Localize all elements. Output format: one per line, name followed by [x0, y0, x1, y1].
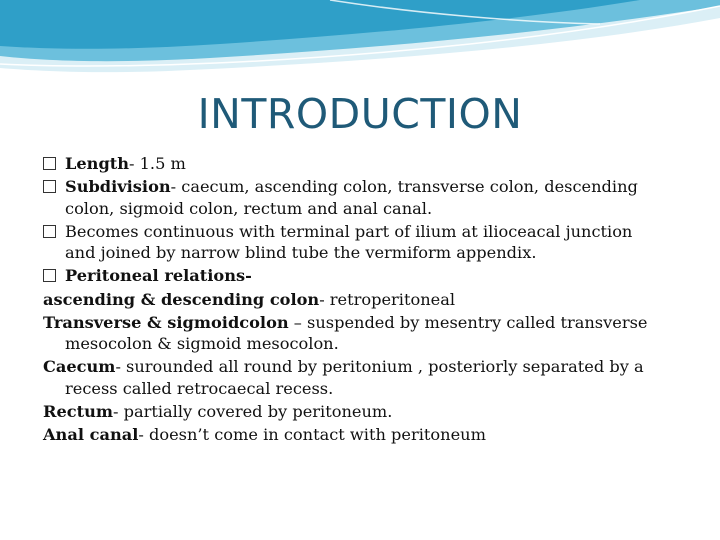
anal-value: - doesn’t come in contact with peritoneum — [138, 425, 486, 445]
length-value: - 1.5 m — [129, 154, 186, 173]
bullet-box-icon — [43, 269, 56, 282]
trans-sig-label: Transverse & sigmoidcolon — [43, 312, 289, 332]
caecum-text-1: - surounded all round by peritonium , posteriorly separated by a — [115, 357, 644, 377]
subdivision-label: Subdivision — [65, 177, 171, 197]
rectum-line — [43, 401, 693, 423]
bullet-subdivision — [43, 176, 693, 198]
trans-sig-text-1: – suspended by mesentry called transverse — [288, 312, 648, 332]
bullet-box-icon — [43, 180, 56, 193]
bullet-length — [43, 153, 693, 175]
continuous-text-1: Becomes continuous with terminal part of ilium at ilioceacal junction — [65, 221, 633, 241]
rectum-value: - partially covered by peritoneum. — [112, 402, 393, 422]
asc-desc-label: ascending & descending colon — [43, 289, 320, 309]
header-wave-decoration — [0, 0, 720, 90]
continuous-text-2: and joined by narrow blind tube the vermiform appendix. — [65, 243, 537, 263]
anal-label: Anal canal — [43, 425, 139, 445]
peritoneal-label: Peritoneal relations- — [65, 266, 252, 286]
slide-title: INTRODUCTION — [197, 90, 523, 138]
asc-desc-value: - retroperitoneal — [319, 289, 456, 309]
anal-canal-line — [43, 424, 693, 446]
bullet-peritoneal — [43, 265, 693, 287]
subdivision-text-1: - caecum, ascending colon, transverse colon, descending — [170, 177, 638, 197]
length-label: Length — [65, 154, 130, 173]
asc-desc-line — [43, 289, 693, 311]
bullet-continuous — [43, 221, 693, 243]
slide-body — [43, 153, 693, 446]
bullet-box-icon — [43, 225, 56, 238]
caecum-label: Caecum — [43, 357, 116, 377]
trans-sig-line — [43, 312, 693, 334]
subdivision-text-2: colon, sigmoid colon, rectum and anal canal. — [65, 198, 433, 218]
trans-sig-text-2: mesocolon & sigmoid mesocolon. — [65, 334, 339, 354]
rectum-label: Rectum — [43, 402, 113, 422]
bullet-box-icon — [43, 157, 56, 170]
caecum-line — [43, 356, 693, 378]
caecum-text-2: recess called retrocaecal recess. — [65, 378, 334, 398]
